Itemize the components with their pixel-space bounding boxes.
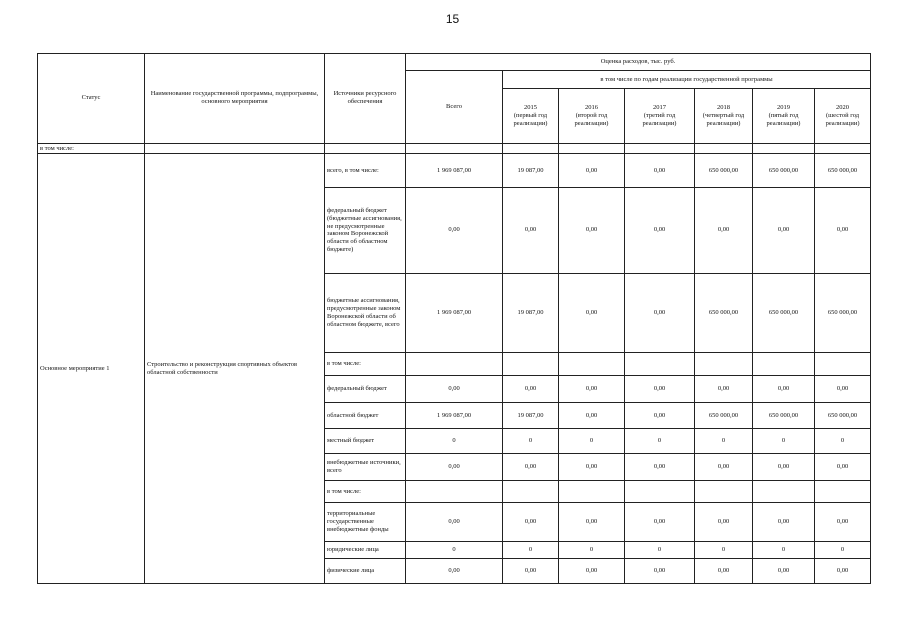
value-cell: 0,00	[695, 375, 753, 402]
value-cell: 0,00	[625, 154, 695, 187]
source-label: местный бюджет	[325, 429, 406, 454]
header-year	[503, 89, 559, 143]
value-cell: 0,00	[625, 375, 695, 402]
value-cell	[559, 481, 625, 503]
value-cell: 0	[815, 429, 871, 454]
header-year	[753, 89, 815, 143]
value-cell	[503, 481, 559, 503]
header-year-label: 2015	[524, 104, 537, 112]
value-cell: 650 000,00	[815, 274, 871, 352]
value-cell: 0,00	[625, 402, 695, 428]
value-cell: 0	[406, 429, 503, 454]
value-cell: 0,00	[815, 454, 871, 481]
value-cell	[625, 352, 695, 375]
value-cell: 0	[753, 429, 815, 454]
value-cell: 0,00	[695, 503, 753, 541]
header-estimate: Оценка расходов, тыс. руб.	[406, 54, 871, 71]
header-year	[559, 89, 625, 143]
value-cell: 0,00	[559, 375, 625, 402]
value-cell	[753, 481, 815, 503]
header-year-label: 2017	[653, 104, 666, 112]
header-year-note: (шестой год реализации)	[825, 111, 860, 127]
value-cell: 0,00	[559, 274, 625, 352]
value-cell: 1 969 087,00	[406, 402, 503, 428]
header-status: Статус	[38, 54, 145, 144]
value-cell: 0,00	[753, 375, 815, 402]
budget-table	[37, 53, 871, 584]
intro-label: в том числе:	[38, 143, 145, 154]
header-year-label: 2016	[585, 104, 598, 112]
value-cell: 0,00	[625, 454, 695, 481]
value-cell: 0,00	[695, 454, 753, 481]
value-cell: 0	[625, 429, 695, 454]
value-cell	[815, 481, 871, 503]
value-cell	[695, 352, 753, 375]
value-cell: 0	[503, 429, 559, 454]
header-year	[625, 89, 695, 143]
value-cell: 0,00	[559, 503, 625, 541]
value-cell: 650 000,00	[753, 154, 815, 187]
source-label: в том числе:	[325, 352, 406, 375]
value-cell: 0	[815, 541, 871, 558]
value-cell: 0,00	[559, 558, 625, 583]
source-label: внебюджетные источники, всего	[325, 454, 406, 481]
header-year-label: 2018	[717, 104, 730, 112]
value-cell: 650 000,00	[695, 402, 753, 428]
source-label: территориальные государственные внебюджетные фонды	[325, 503, 406, 541]
value-cell: 650 000,00	[815, 402, 871, 428]
value-cell: 650 000,00	[815, 154, 871, 187]
source-label: всего, в том числе:	[325, 154, 406, 187]
value-cell: 0,00	[815, 503, 871, 541]
value-cell	[815, 352, 871, 375]
value-cell: 0	[503, 541, 559, 558]
value-cell	[625, 481, 695, 503]
value-cell: 0	[625, 541, 695, 558]
source-label: юридические лица	[325, 541, 406, 558]
header-year-label: 2020	[836, 104, 850, 112]
value-cell	[753, 352, 815, 375]
value-cell: 0,00	[753, 187, 815, 274]
value-cell: 0,00	[559, 154, 625, 187]
value-cell: 0,00	[695, 558, 753, 583]
value-cell: 19 087,00	[503, 274, 559, 352]
value-cell: 0,00	[503, 375, 559, 402]
value-cell: 1 969 087,00	[406, 154, 503, 187]
value-cell: 0,00	[503, 503, 559, 541]
value-cell: 0	[695, 541, 753, 558]
source-label: бюджетные ассигнования, предусмотренные законом Воронежской области об областном бюджете, всего	[325, 274, 406, 352]
value-cell: 0,00	[695, 187, 753, 274]
table-row	[38, 154, 871, 187]
value-cell	[406, 481, 503, 503]
value-cell: 0,00	[406, 375, 503, 402]
value-cell: 0	[559, 429, 625, 454]
value-cell: 0,00	[815, 375, 871, 402]
source-label: областной бюджет	[325, 402, 406, 428]
value-cell	[503, 352, 559, 375]
value-cell: 0,00	[559, 187, 625, 274]
value-cell: 19 087,00	[503, 154, 559, 187]
value-cell: 0,00	[753, 503, 815, 541]
value-cell	[695, 481, 753, 503]
value-cell: 0,00	[503, 558, 559, 583]
source-label: федеральный бюджет (бюджетные ассигнования, не предусмотренные законом Воронежской области об областном бюджете)	[325, 187, 406, 274]
value-cell: 0,00	[559, 402, 625, 428]
header-year-note: (четвертый год реализации)	[702, 111, 745, 127]
source-label: федеральный бюджет	[325, 375, 406, 402]
value-cell: 650 000,00	[695, 274, 753, 352]
source-label: в том числе:	[325, 481, 406, 503]
header-year-note: (пятый год реализации)	[766, 111, 801, 127]
value-cell: 19 087,00	[503, 402, 559, 428]
value-cell: 0,00	[625, 503, 695, 541]
header-year-label: 2019	[777, 104, 790, 112]
value-cell: 0,00	[503, 187, 559, 274]
value-cell: 0,00	[406, 558, 503, 583]
value-cell: 0,00	[503, 454, 559, 481]
header-year	[815, 89, 871, 143]
header-name: Наименование государственной программы, подпрограммы, основного мероприятия	[145, 54, 325, 144]
value-cell: 0,00	[559, 454, 625, 481]
value-cell: 0,00	[625, 558, 695, 583]
event-status: Основное мероприятие 1	[38, 154, 145, 584]
value-cell: 650 000,00	[695, 154, 753, 187]
value-cell: 0	[406, 541, 503, 558]
value-cell: 650 000,00	[753, 402, 815, 428]
value-cell: 0	[695, 429, 753, 454]
event-name: Строительство и реконструкция спортивных объектов областной собственности	[145, 154, 325, 584]
value-cell: 650 000,00	[753, 274, 815, 352]
header-year-note: (третий год реализации)	[642, 111, 677, 127]
value-cell	[559, 352, 625, 375]
page-number: 15	[445, 12, 460, 26]
value-cell: 0,00	[406, 187, 503, 274]
header-year-note: (первый год реализации)	[513, 111, 548, 127]
value-cell: 0,00	[406, 454, 503, 481]
value-cell: 0,00	[753, 558, 815, 583]
header-total: Всего	[406, 71, 503, 143]
header-sources: Источники ресурсного обеспечения	[325, 54, 406, 144]
value-cell: 0,00	[815, 558, 871, 583]
value-cell: 0,00	[625, 187, 695, 274]
source-label: физические лица	[325, 558, 406, 583]
value-cell: 1 969 087,00	[406, 274, 503, 352]
value-cell	[406, 352, 503, 375]
value-cell: 0	[559, 541, 625, 558]
header-year	[695, 89, 753, 143]
header-by-years: в том числе по годам реализации государственной программы	[503, 71, 871, 89]
value-cell: 0,00	[815, 187, 871, 274]
header-year-note: (второй год реализации)	[574, 111, 609, 127]
value-cell: 0,00	[406, 503, 503, 541]
value-cell: 0,00	[753, 454, 815, 481]
value-cell: 0	[753, 541, 815, 558]
value-cell: 0,00	[625, 274, 695, 352]
